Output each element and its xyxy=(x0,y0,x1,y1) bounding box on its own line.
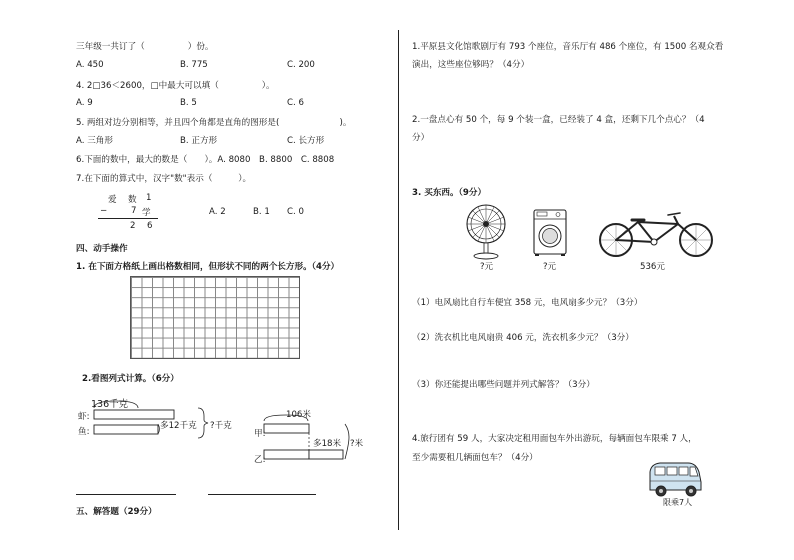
fig1-diff-label: 多12千克 xyxy=(160,421,197,431)
electric-fan-icon xyxy=(462,202,510,260)
q3-option-c: C. 200 xyxy=(287,60,315,70)
q5-option-b: B. 正方形 xyxy=(180,136,218,146)
q7-option-a: A. 2 xyxy=(209,207,226,217)
r-q3-sub2: （2）洗衣机比电风扇贵 406 元，洗衣机多少元？（3分） xyxy=(412,333,634,343)
puzzle-row1-char2: 数 xyxy=(128,195,137,205)
bicycle-price: 536元 xyxy=(640,262,665,272)
puzzle-row1-char3: 1 xyxy=(146,193,152,203)
fig1-row2-label: 鱼: xyxy=(78,427,90,437)
q4-option-b: B. 5 xyxy=(180,98,197,108)
q7-text: 7.在下面的算式中，汉字"数"表示（ ）。 xyxy=(76,174,252,184)
yi-bar-part1 xyxy=(264,450,309,459)
r-q4-line1: 4.旅行团有 59 人，大家决定租用面包车外出游玩，每辆面包车限乘 7 人， xyxy=(412,434,697,444)
r-q1-line1: 1.平原县文化馆歌剧厅有 793 个座位，音乐厅有 486 个座位，有 1500 名观众看 xyxy=(412,42,724,52)
section5-title: 五、解答题（29分） xyxy=(76,507,157,517)
washer-price: ?元 xyxy=(543,262,557,272)
r-q2-line1: 2.一盘点心有 50 个，每 9 个装一盒，已经装了 4 盒，还剩下几个点心？（4 xyxy=(412,115,705,125)
fig2-diff-label: 多18米 xyxy=(313,439,342,449)
r-q3-title: 3. 买东西。（9分） xyxy=(412,188,487,198)
r-q3-sub1: （1）电风扇比自行车便宜 358 元，电风扇多少元？（3分） xyxy=(412,298,643,308)
yi-bar-part2 xyxy=(309,450,343,459)
puzzle-rule xyxy=(98,218,158,219)
r-q1-line2: 演出，这些座位够吗？（4分） xyxy=(412,60,530,70)
q4-option-a: A. 9 xyxy=(76,98,93,108)
q4-option-c: C. 6 xyxy=(287,98,304,108)
q3-option-a: A. 450 xyxy=(76,60,104,70)
fig1-question-label: ?千克 xyxy=(210,421,232,431)
q7-option-c: C. 0 xyxy=(287,207,304,217)
puzzle-row2-char2: 学 xyxy=(142,208,151,218)
column-divider xyxy=(398,30,399,530)
puzzle-minus-sign: − xyxy=(100,206,108,216)
van-capacity-label: 限乘7人 xyxy=(663,498,693,507)
q4-text: 4. 2□36＜2600，□中最大可以填（ ）。 xyxy=(76,81,275,91)
puzzle-row3-char1: 2 xyxy=(130,221,136,231)
q5-option-a: A. 三角形 xyxy=(76,136,113,146)
answer-line-1 xyxy=(76,494,176,495)
fig2-row1-label: 甲: xyxy=(254,429,266,439)
section4-title: 四、动手操作 xyxy=(76,244,128,254)
q3-option-b: B. 775 xyxy=(180,60,208,70)
jia-bar xyxy=(264,424,309,433)
fig2-question-label: ?米 xyxy=(350,439,364,449)
section4-q1: 1. 在下面方格纸上画出格数相同，但形状不同的两个长方形。（4分） xyxy=(76,262,340,272)
fig1-total-label: 136千克 xyxy=(91,399,129,410)
puzzle-row2-char1: 7 xyxy=(131,206,137,216)
fish-bar xyxy=(94,425,158,434)
q3-text: 三年级一共订了（ ）份。 xyxy=(76,42,214,52)
answer-line-2 xyxy=(208,494,316,495)
minibus-icon xyxy=(646,460,704,500)
r-q2-line2: 分） xyxy=(412,133,430,143)
r-q3-sub3: （3）你还能提出哪些问题并列式解答？（3分） xyxy=(412,380,595,390)
bicycle-icon xyxy=(594,208,718,260)
fig2-row2-label: 乙: xyxy=(254,455,266,465)
q5-option-c: C. 长方形 xyxy=(287,136,325,146)
fig2-total-label: 106米 xyxy=(286,410,311,420)
q6-text: 6.下面的数中，最大的数是（ ）。A. 8080 B. 8800 C. 8808 xyxy=(76,155,335,165)
grid-paper xyxy=(130,276,300,359)
fig1-row1-label: 虾: xyxy=(78,412,90,422)
q7-option-b: B. 1 xyxy=(253,207,270,217)
puzzle-row1-char1: 爱 xyxy=(108,195,117,205)
shrimp-bar xyxy=(94,410,174,419)
washing-machine-icon xyxy=(532,208,568,258)
section4-q2: 2.看图列式计算。（6分） xyxy=(82,374,179,384)
r-q4-line2: 至少需要租几辆面包车？（4分） xyxy=(412,453,538,463)
puzzle-row3-char2: 6 xyxy=(147,221,153,231)
q5-text: 5. 两组对边分别相等，并且四个角都是直角的图形是( )。 xyxy=(76,118,352,128)
fan-price: ?元 xyxy=(480,262,494,272)
